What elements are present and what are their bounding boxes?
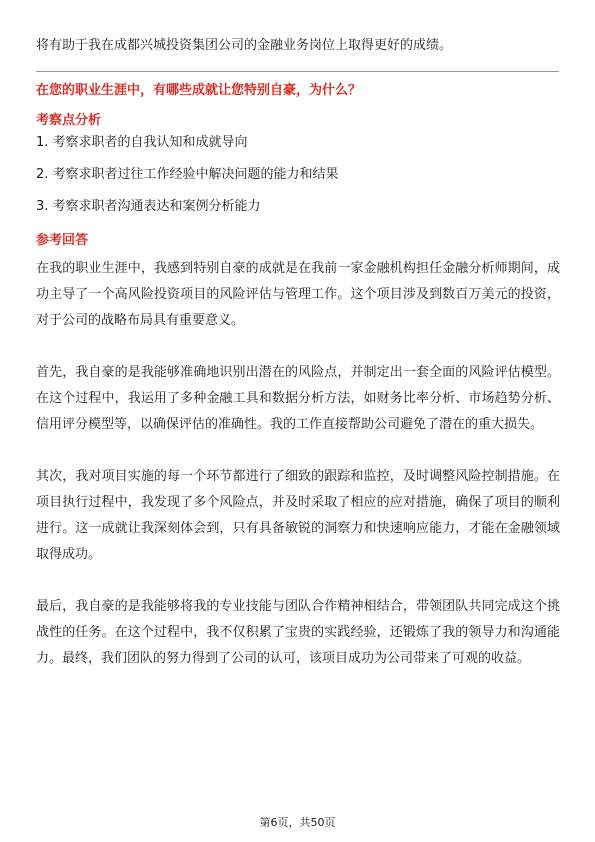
page-number: 第6页，共50页: [259, 816, 336, 829]
answer-paragraph: 首先，我自豪的是我能够准确地识别出潜在的风险点，并制定出一套全面的风险评估模型。在这个过程中，我运用了多种金融工具和数据分析方法，如财务比率分析、市场趋势分析、信用评分模型等，以确保评估的准确性。我的工作直接帮助公司避免了潜在的重大损失。: [36, 365, 560, 432]
answer-body: [36, 256, 560, 698]
analysis-point: 3. 考察求职者沟通表达和案例分析能力: [36, 199, 261, 214]
interview-question: 在您的职业生涯中，有哪些成就让您特别自豪，为什么？: [36, 83, 362, 98]
analysis-point: 2. 考察求职者过往工作经验中解决问题的能力和结果: [36, 167, 339, 182]
analysis-point: 1. 考察求职者的自我认知和成就导向: [36, 135, 248, 150]
analysis-heading: 考察点分析: [36, 113, 102, 128]
answer-paragraph: 在我的职业生涯中，我感到特别自豪的成就是在我前一家金融机构担任金融分析师期间，成功主导了一个高风险投资项目的风险评估与管理工作。这个项目涉及到数百万美元的投资，对于公司的战略布局具有重要意义。: [36, 261, 560, 328]
section-divider: [36, 71, 559, 72]
answer-heading: 参考回答: [36, 233, 89, 248]
answer-paragraph: 其次，我对项目实施的每一个环节都进行了细致的跟踪和监控，及时调整风险控制措施。在项目执行过程中，我发现了多个风险点，并及时采取了相应的应对措施，确保了项目的顺利进行。这一成就让我深刻体会到，只有具备敏锐的洞察力和快速响应能力，才能在金融领域取得成功。: [36, 469, 560, 562]
analysis-points-list: [36, 134, 560, 230]
intro-text: 将有助于我在成都兴城投资集团公司的金融业务岗位上取得更好的成绩。: [36, 38, 453, 53]
answer-paragraph: 最后，我自豪的是我能够将我的专业技能与团队合作精神相结合，带领团队共同完成这个挑战性的任务。在这个过程中，我不仅积累了宝贵的实践经验，还锻炼了我的领导力和沟通能力。最终，我们团队的努力得到了公司的认可，该项目成功为公司带来了可观的收益。: [36, 599, 560, 666]
